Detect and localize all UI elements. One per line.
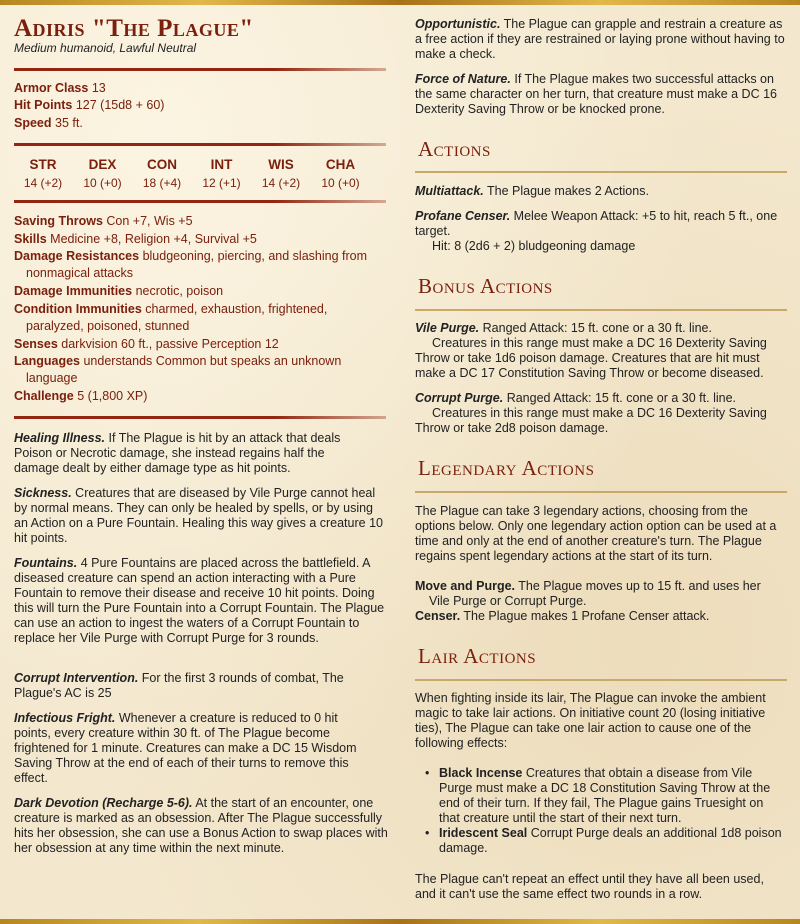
ability-str: [14, 157, 72, 193]
section-rule: [415, 171, 787, 173]
trait-text: Whenever a creature is reduced to 0 hit points, every creature within 30 ft. of The Plague become frightened for 1 minute. Creatures can make a DC 15 Wisdom Saving Throw at the end of each of their turns to remove this effect.: [14, 711, 357, 785]
trait-title: Corrupt Intervention.: [14, 671, 139, 685]
ability-cha: [312, 157, 370, 193]
section-rule: [415, 679, 787, 681]
trait-infectious-fright: [14, 711, 376, 786]
divider-rule: [14, 143, 386, 146]
damage-resistances-label: Damage Resistances: [14, 249, 140, 263]
damage-resistances: [14, 248, 388, 282]
challenge-value: 5 (1,800 XP): [77, 389, 148, 403]
monster-name: Adiris "The Plague": [14, 15, 254, 42]
ability-name: CHA: [325, 157, 356, 172]
bonus-detail: Creatures in this range must make a DC 16 Dexterity Saving Throw or take 2d8 poison damage.: [415, 406, 767, 435]
ability-scores: [14, 157, 388, 193]
lair-effect-text: Corrupt Purge deals an additional 1d8 poison damage.: [439, 826, 782, 855]
ability-score: 12 (+1): [202, 176, 241, 190]
damage-immunities-value: necrotic, poison: [135, 284, 224, 298]
list-item: [439, 766, 787, 826]
lair-effect-title: Black Incense: [439, 766, 523, 780]
condition-immunities: [14, 301, 388, 335]
bottom-gold-border: [0, 919, 800, 924]
languages-value: understands Common but speaks an unknown: [83, 354, 342, 368]
damage-immunities: [14, 283, 223, 300]
senses-label: Senses: [14, 337, 58, 351]
hit-points: [14, 97, 164, 114]
armor-class-value: 13: [91, 81, 106, 95]
challenge-label: Challenge: [14, 389, 74, 403]
trait-dark-devotion: [14, 796, 388, 856]
saving-throws-label: Saving Throws: [14, 214, 103, 228]
damage-resistances-value-cont: nonmagical attacks: [26, 266, 134, 280]
ability-dex: [74, 157, 132, 193]
section-heading-lair-actions: Lair Actions: [418, 644, 537, 668]
action-text: Melee Weapon Attack: +5 to hit, reach 5 ft., one target.: [415, 209, 778, 238]
bonus-detail: Creatures in this range must make a DC 16 Dexterity Saving Throw or take 1d6 poison damage. Creatures that are hit must make a DC 17 Constitution Saving Throw or become diseased.: [415, 336, 767, 380]
trait-text: For the first 3 rounds of combat, The Plague's AC is 25: [14, 671, 344, 700]
skills: [14, 231, 257, 248]
languages-label: Languages: [14, 354, 80, 368]
section-heading-legendary-actions: Legendary Actions: [418, 456, 595, 480]
skills-label: Skills: [14, 232, 47, 246]
speed: [14, 115, 83, 132]
lair-outro: The Plague can't repeat an effect until they have all been used, and it can't use the same effect two rounds in a row.: [415, 872, 764, 901]
ability-wis: [252, 157, 310, 193]
condition-immunities-value: charmed, exhaustion, frightened,: [145, 302, 328, 316]
section-heading-actions: Actions: [418, 137, 491, 161]
ability-score: 10 (+0): [321, 176, 360, 190]
ability-score: 18 (+4): [142, 176, 182, 190]
challenge: [14, 388, 147, 405]
action-hit-line: Hit: 8 (2d6 + 2) bludgeoning damage: [432, 239, 636, 253]
senses: [14, 336, 279, 353]
hit-points-label: Hit Points: [14, 98, 73, 112]
trait-text: The Plague can grapple and restrain a creature as a free action if they are restrained or laying prone without having to make a check.: [415, 17, 785, 61]
trait-text: At the start of an encounter, one creature is marked as an obsession. After The Plague successfully hits her obsession, she can use a Bonus Action to swap places with her obsession at any time within the next minute.: [14, 796, 388, 855]
trait-text: If The Plague makes two successful attacks on the same character on her turn, that creature must make a DC 16 Dexterity Saving Throw or be knocked prone.: [415, 72, 777, 116]
damage-immunities-label: Damage Immunities: [14, 284, 133, 298]
section-rule: [415, 309, 787, 311]
trait-corrupt-intervention: [14, 671, 374, 701]
ability-con: [133, 157, 191, 193]
legendary-text: The Plague makes 1 Profane Censer attack.: [463, 609, 710, 623]
legendary-title: Censer.: [415, 609, 461, 623]
condition-immunities-value-cont: paralyzed, poisoned, stunned: [26, 319, 190, 333]
hit-points-value: 127 (15d8 + 60): [75, 98, 165, 112]
speed-value: 35 ft.: [55, 116, 83, 130]
trait-force-of-nature: [415, 72, 787, 117]
trait-title: Force of Nature.: [415, 72, 511, 86]
section-heading-bonus-actions: Bonus Actions: [418, 274, 553, 298]
legendary-text-cont: Vile Purge or Corrupt Purge.: [429, 594, 587, 608]
trait-sickness: [14, 486, 388, 546]
speed-label: Speed: [14, 116, 52, 130]
trait-title: Healing Illness.: [14, 431, 106, 445]
saving-throws: [14, 213, 193, 230]
skills-value: Medicine +8, Religion +4, Survival +5: [50, 232, 257, 246]
trait-text: 4 Pure Fountains are placed across the battlefield. A diseased creature can spend an action interacting with a Pure Fountain to remove their disease and receive 10 hit points. Doing this will turn the Pure Fountain into a Corrupt Fountain. The Plague can use an action to ingest the waters of a Corrupt Fountain to replace her Vile Purge with Corrupt Purge for 3 rounds.: [14, 556, 385, 645]
list-item: [439, 826, 787, 856]
saving-throws-value: Con +7, Wis +5: [106, 214, 193, 228]
ability-score: 14 (+2): [23, 176, 63, 190]
section-rule: [415, 491, 787, 493]
top-gold-border: [0, 0, 800, 5]
armor-class-label: Armor Class: [14, 81, 89, 95]
divider-rule: [14, 68, 386, 71]
senses-value: darkvision 60 ft., passive Perception 12: [61, 337, 279, 351]
lair-effect-text: Creatures that obtain a disease from Vile Purge must make a DC 18 Constitution Saving Throw at the end of their turn. If they fail, The Plague gains Truesight on that creature until the start of their next turn.: [439, 766, 771, 825]
lair-intro: When fighting inside its lair, The Plague can invoke the ambient magic to take lair actions. On initiative count 20 (losing initiative ties), The Plague can take one lair action to cause one of the following effects:: [415, 691, 766, 750]
action-text: The Plague makes 2 Actions.: [487, 184, 649, 198]
ability-name: INT: [210, 157, 233, 172]
divider-rule: [14, 200, 386, 203]
lair-effects-list: [415, 766, 787, 856]
legendary-title: Move and Purge.: [415, 579, 516, 593]
languages-value-cont: language: [26, 371, 78, 385]
armor-class: [14, 80, 106, 97]
trait-healing-illness: [14, 431, 370, 476]
ability-name: DEX: [88, 157, 117, 172]
trait-fountains: [14, 556, 388, 646]
legendary-move-and-purge: [415, 579, 787, 609]
damage-resistances-value: bludgeoning, piercing, and slashing from: [142, 249, 368, 263]
trait-title: Infectious Fright.: [14, 711, 116, 725]
ability-name: WIS: [268, 157, 294, 172]
ability-score: 10 (+0): [83, 176, 122, 190]
divider-rule: [14, 416, 386, 419]
legendary-censer: [415, 609, 787, 624]
trait-title: Dark Devotion (Recharge 5-6).: [14, 796, 193, 810]
bonus-text: Ranged Attack: 15 ft. cone or a 30 ft. line.: [506, 391, 736, 405]
bonus-corrupt-purge: [415, 391, 787, 436]
trait-text: Creatures that are diseased by Vile Purge cannot heal by normal means. They can only be healed by spells, or by using an Action on a Pure Fountain. Healing this way gives a creature 10 hit points.: [14, 486, 383, 545]
trait-title: Sickness.: [14, 486, 72, 500]
ability-name: STR: [29, 157, 57, 172]
action-title: Profane Censer.: [415, 209, 511, 223]
ability-score: 14 (+2): [261, 176, 301, 190]
condition-immunities-label: Condition Immunities: [14, 302, 142, 316]
ability-int: [193, 157, 251, 193]
bonus-title: Corrupt Purge.: [415, 391, 504, 405]
bonus-title: Vile Purge.: [415, 321, 480, 335]
action-title: Multiattack.: [415, 184, 484, 198]
trait-opportunistic: [415, 17, 787, 62]
bonus-text: Ranged Attack: 15 ft. cone or a 30 ft. line.: [482, 321, 712, 335]
trait-text: If The Plague is hit by an attack that deals Poison or Necrotic damage, she instead regains half the damage dealt by either damage type as hit points.: [14, 431, 341, 475]
trait-title: Opportunistic.: [415, 17, 501, 31]
legendary-text: The Plague moves up to 15 ft. and uses her: [518, 579, 761, 593]
lair-effect-title: Iridescent Seal: [439, 826, 528, 840]
legendary-intro: The Plague can take 3 legendary actions, choosing from the options below. Only one legendary action option can be used at a time and only at the end of another creature's turn. The Plague regains spent legendary actions at the start of its turn.: [415, 504, 777, 563]
trait-title: Fountains.: [14, 556, 78, 570]
languages: [14, 353, 388, 387]
bonus-vile-purge: [415, 321, 787, 381]
ability-name: CON: [147, 157, 177, 172]
monster-type: Medium humanoid, Lawful Neutral: [14, 41, 197, 55]
action-profane-censer: [415, 209, 787, 254]
action-multiattack: [415, 184, 787, 199]
